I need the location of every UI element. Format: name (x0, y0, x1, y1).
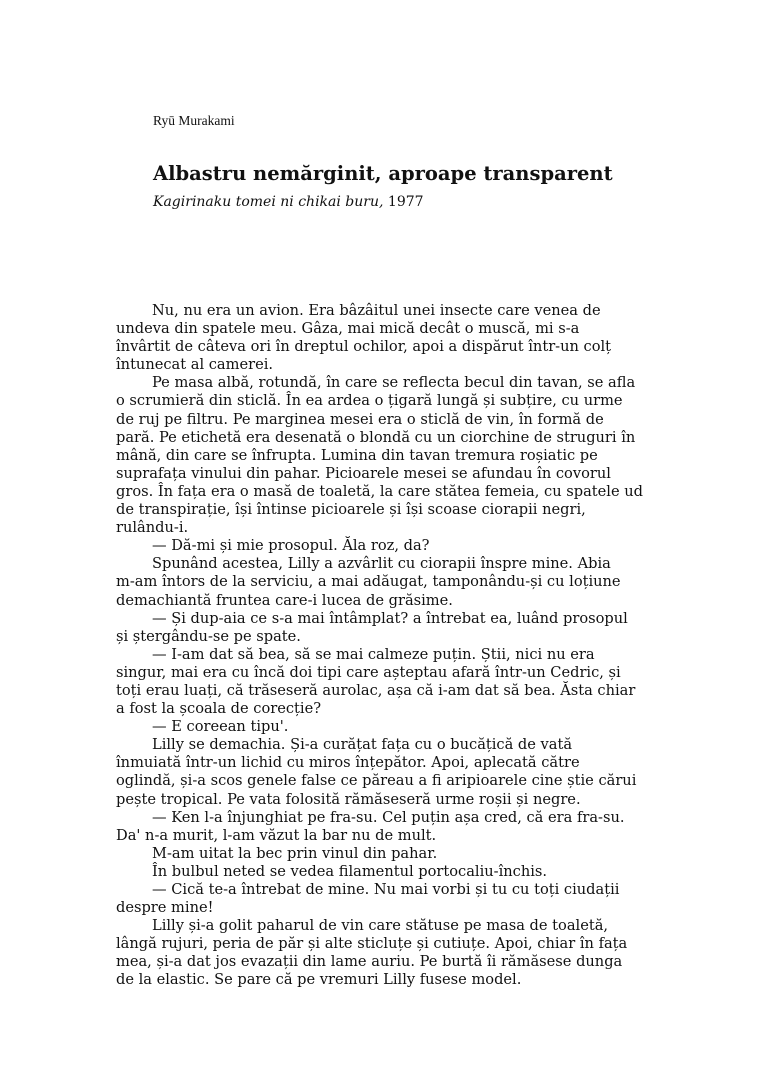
author-name: Ryū Murakami (153, 113, 235, 128)
text-line: de transpirație, își întinse picioarele și își scoase ciorapii negri, (116, 501, 586, 519)
text-line: mea, și-a dat jos evazații din lame auriu. Pe burtă îi rămăsese dunga (116, 953, 623, 971)
text-line: și ștergându-se pe spate. (116, 627, 301, 645)
text-line: o scrumieră din sticlă. În ea ardea o țigară lungă și subțire, cu urme (116, 392, 623, 410)
text-line: m-am întors de la serviciu, a mai adăugat, tamponându-și cu loțiune (116, 573, 621, 591)
text-line: — Dă-mi și mie prosopul. Ăla roz, da? (152, 537, 430, 555)
original-title: Kagirinaku tomei ni chikai buru, (153, 194, 384, 210)
text-line: pară. Pe etichetă era desenată o blondă cu un ciorchine de struguri în (116, 428, 636, 446)
text-line: lângă rujuri, peria de păr și alte sticluțe și cutiuțe. Apoi, chiar în fața (116, 935, 628, 953)
text-line: întunecat al camerei. (116, 356, 274, 374)
text-line: undeva din spatele meu. Gâza, mai mică decât o muscă, mi s-a (116, 320, 580, 338)
text-line: toți erau luați, că trăseseră aurolac, așa că i-am dat să bea. Ăsta chiar (116, 681, 636, 699)
text-line: Nu, nu era un avion. Era bâzâitul unei insecte care venea de (152, 302, 601, 319)
original-title-line (153, 194, 424, 210)
text-line: Pe masa albă, rotundă, în care se reflecta becul din tavan, se afla (152, 374, 636, 392)
text-line: înmuiată într-un lichid cu miros înțepător. Apoi, aplecată către (116, 754, 580, 772)
text-line: — Și dup-aia ce s-a mai întâmplat? a întrebat ea, luând prosopul (152, 609, 628, 627)
text-line: Lilly se demachia. Și-a curățat fața cu o bucățică de vată (152, 736, 573, 754)
text-line: M-am uitat la bec prin vinul din pahar. (152, 844, 438, 862)
text-line: — Ken l-a înjunghiat pe fra-su. Cel puțin așa cred, că era fra-su. (152, 808, 625, 826)
text-line: pește tropical. Pe vata folosită rămăseseră urme roșii și negre. (116, 790, 581, 808)
text-line: oglindă, și-a scos genele false ce păreau a fi aripioarele cine știe cărui (116, 772, 637, 790)
text-line: a fost la școala de corecție? (116, 700, 322, 718)
publication-year: 1977 (387, 194, 424, 210)
text-line: rulându-i. (116, 519, 189, 537)
text-line: demachiantă fruntea care-i lucea de grăsime. (116, 591, 453, 609)
text-line: Da' n-a murit, l-am văzut la bar nu de mult. (116, 826, 437, 844)
text-line: singur, mai era cu încă doi tipi care așteptau afară într-un Cedric, și (116, 663, 621, 681)
text-line: gros. În fața era o masă de toaletă, la care stătea femeia, cu spatele ud (116, 482, 643, 500)
text-line: Lilly și-a golit paharul de vin care stătuse pe masa de toaletă, (152, 917, 609, 935)
text-line: Spunând acestea, Lilly a azvârlit cu ciorapii înspre mine. Abia (152, 555, 611, 573)
text-line: — E coreean tipu'. (152, 718, 289, 736)
text-line: învârtit de câteva ori în dreptul ochilor, apoi a dispărut într-un colț (116, 338, 612, 356)
text-line: În bulbul neted se vedea filamentul portocaliu-închis. (152, 862, 548, 880)
text-line: mână, din care se înfrupta. Lumina din tavan tremura roșiatic pe (116, 446, 598, 464)
text-line: — Cică te-a întrebat de mine. Nu mai vorbi și tu cu toți ciudații (152, 881, 620, 898)
text-line: suprafața vinului din pahar. Picioarele mesei se afundau în covorul (116, 464, 611, 482)
text-line: de la elastic. Se pare că pe vremuri Lilly fusese model. (116, 971, 522, 989)
body-text (116, 302, 656, 990)
text-line: despre mine! (116, 899, 214, 917)
chapter-title: Albastru nemărginit, aproape transparent (153, 162, 613, 185)
text-line: de ruj pe filtru. Pe marginea mesei era o sticlă de vin, în formă de (116, 410, 604, 428)
text-line: — I-am dat să bea, să se mai calmeze puțin. Știi, nici nu era (152, 645, 595, 663)
